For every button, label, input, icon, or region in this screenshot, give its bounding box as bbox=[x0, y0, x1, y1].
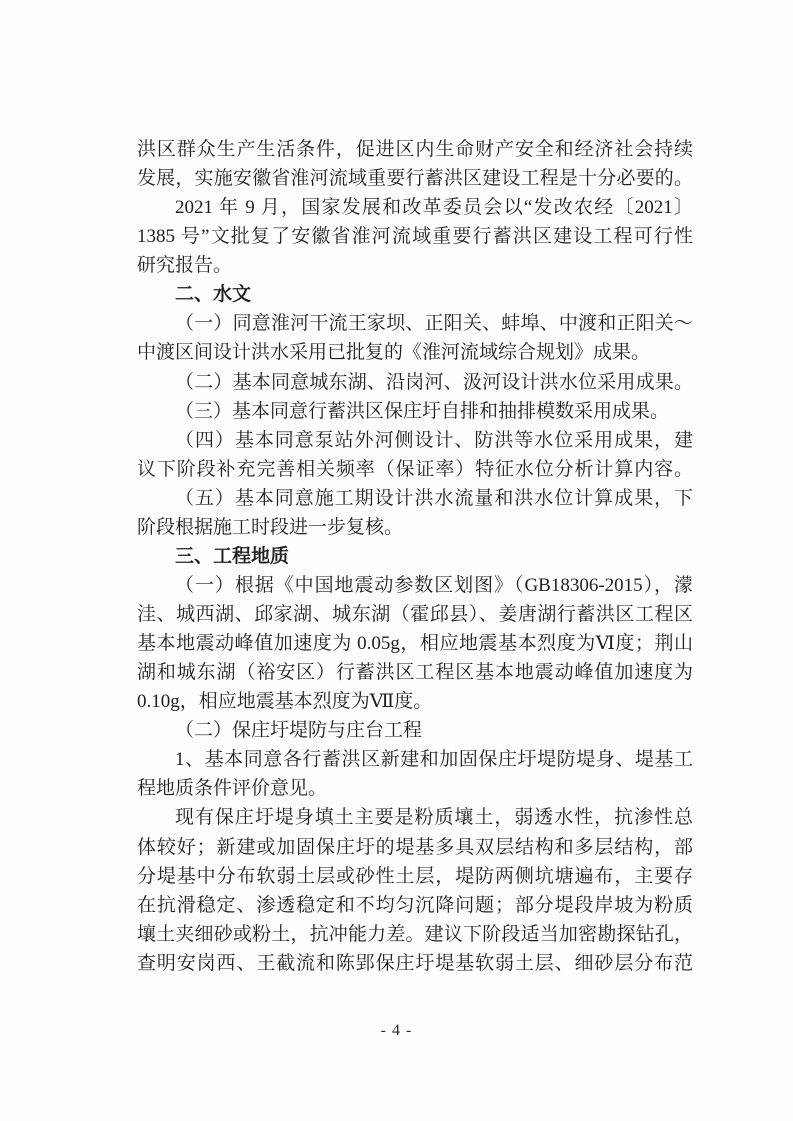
text-line: 发展，实施安徽省淮河流域重要行蓄洪区建设工程是十分必要的。 bbox=[137, 168, 693, 190]
text-line: 中渡区间设计洪水采用已批复的《淮河流域综合规划》成果。 bbox=[137, 342, 651, 364]
text-line: 体较好；新建或加固保庄圩的堤基多具双层结构和多层结构，部 bbox=[137, 836, 693, 858]
text-line: 基本地震动峰值加速度为 0.05g，相应地震基本烈度为Ⅵ度；荆山 bbox=[137, 633, 693, 655]
text-line: （四）基本同意泵站外河侧设计、防洪等水位采用成果，建 bbox=[175, 429, 693, 451]
text-line: 在抗滑稳定、渗透稳定和不均匀沉降问题；部分堤段岸坡为粉质 bbox=[137, 894, 693, 916]
text-line: 分堤基中分布软弱土层或砂性土层，堤防两侧坑塘遍布，主要存 bbox=[137, 865, 693, 887]
document-body bbox=[137, 135, 693, 978]
text-line: 1、基本同意各行蓄洪区新建和加固保庄圩堤防堤身、堤基工 bbox=[175, 749, 693, 771]
text-line: 洪区群众生产生活条件，促进区内生命财产安全和经济社会持续 bbox=[137, 139, 693, 160]
text-line: 洼、城西湖、邱家湖、城东湖（霍邱县）、姜唐湖行蓄洪区工程区 bbox=[137, 604, 693, 625]
section-heading: 二、水文 bbox=[175, 284, 252, 306]
text-line: 研究报告。 bbox=[137, 255, 233, 277]
page-number: - 4 - bbox=[380, 1022, 413, 1039]
text-line: （一）同意淮河干流王家坝、正阳关、蚌埠、中渡和正阳关～ bbox=[175, 313, 693, 335]
text-line: 0.10g，相应地震基本烈度为Ⅶ度。 bbox=[137, 691, 433, 713]
text-line: 议下阶段补充完善相关频率（保证率）特征水位分析计算内容。 bbox=[137, 458, 693, 480]
text-line: 1385 号”文批复了安徽省淮河流域重要行蓄洪区建设工程可行性 bbox=[137, 226, 693, 248]
text-line: （二）基本同意城东湖、沿岗河、汲河设计洪水位采用成果。 bbox=[175, 371, 693, 393]
section-heading: 三、工程地质 bbox=[175, 545, 290, 567]
text-line: 现有保庄圩堤身填土主要是粉质壤土，弱透水性，抗渗性总 bbox=[175, 807, 693, 829]
text-line: （二）保庄圩堤防与庄台工程 bbox=[175, 720, 423, 742]
text-line: （一）根据《中国地震动参数区划图》（GB18306-2015），濛 bbox=[175, 574, 693, 596]
text-line: （五）基本同意施工期设计洪水流量和洪水位计算成果，下 bbox=[175, 487, 693, 509]
text-line: 2021 年 9 月，国家发展和改革委员会以“发改农经〔2021〕 bbox=[175, 197, 693, 219]
text-line: （三）基本同意行蓄洪区保庄圩自排和抽排模数采用成果。 bbox=[175, 400, 670, 422]
text-line: 程地质条件评价意见。 bbox=[137, 778, 328, 800]
text-line: 查明安岗西、王截流和陈郢保庄圩堤基软弱土层、细砂层分布范 bbox=[137, 952, 693, 974]
text-line: 湖和城东湖（裕安区）行蓄洪区工程区基本地震动峰值加速度为 bbox=[137, 662, 693, 684]
text-line: 阶段根据施工时段进一步复核。 bbox=[137, 516, 404, 538]
text-line: 壤土夹细砂或粉土，抗冲能力差。建议下阶段适当加密勘探钻孔， bbox=[137, 923, 693, 945]
